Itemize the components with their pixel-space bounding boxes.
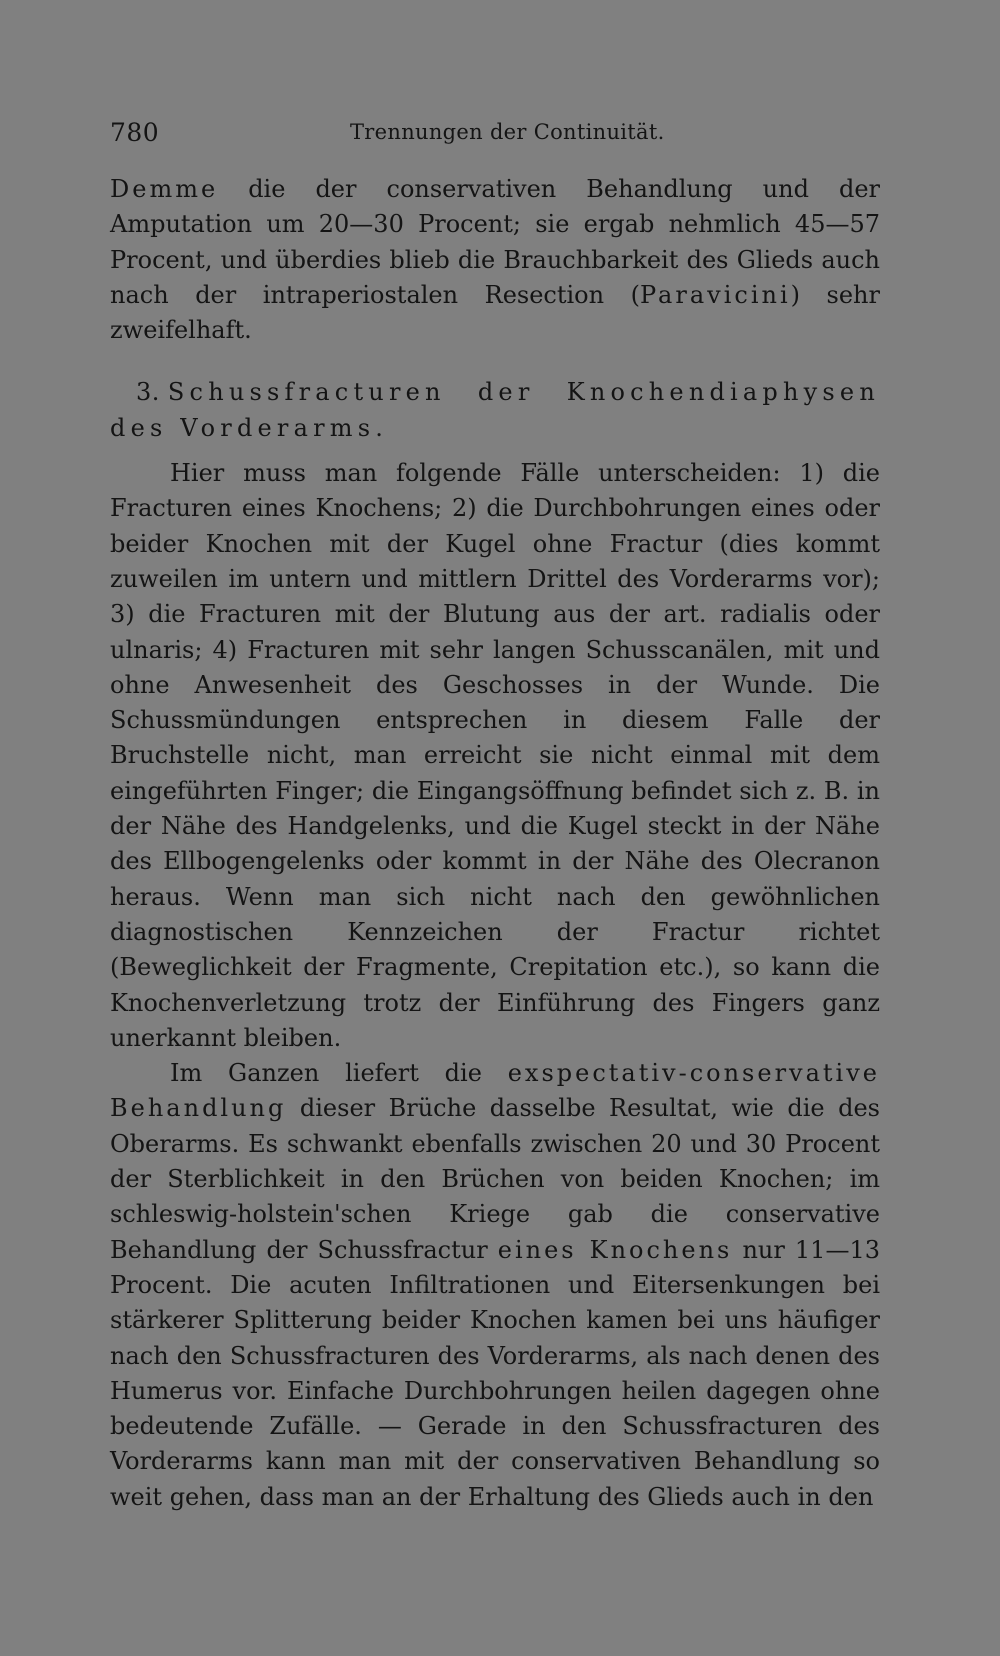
paragraph-continuation — [110, 172, 880, 348]
page-number: 780 — [110, 118, 160, 147]
section-heading — [110, 375, 880, 446]
paragraph — [110, 1056, 880, 1515]
section-title: Schussfracturen der Knochendiaphysen des Vorderarms. — [110, 378, 880, 442]
paragraph-text: die der conservativen Behandlung und der Amputation um 20—30 Procent; sie ergab nehmlich 45—57 Procent, und überdies blieb die Brauchbarkeit des Glieds auch nach der intraperiostalen Resection ( — [110, 175, 880, 309]
paragraph-text: dieser Brüche dasselbe Resultat, wie die des Oberarms. Es schwankt ebenfalls zwischen 20 und 30 Procent der Sterblichkeit in den Brüchen von beiden Knochen; im schleswig-holstein'schen Kriege gab die conservative Behandlung der Schussfractur — [110, 1094, 880, 1264]
paragraph-text: nur 11—13 Procent. Die acuten Infiltrationen und Eitersenkungen bei stärkerer Splitterung beider Knochen kamen bei uns häufiger nach den Schussfracturen des Vorderarms, als nach denen des Humerus vor. Einfache Durchbohrungen heilen dagegen ohne bedeutende Zufälle. — Gerade in den Schussfracturen des Vorderarms kann man mit der conservativen Behandlung so weit gehen, dass man an der Erhaltung des Glieds auch in den — [110, 1235, 880, 1511]
spaced-term: exspectativ-conservative Behandlung — [110, 1059, 880, 1123]
spaced-phrase: eines Knochens — [497, 1235, 733, 1264]
spaced-reference: Paravicini — [639, 280, 791, 309]
body-text — [110, 172, 880, 1515]
page-header — [110, 118, 880, 152]
section-number: 3. — [136, 378, 160, 407]
spaced-name: Demme — [110, 175, 219, 203]
paragraph-text: ) sehr zweifelhaft. — [110, 280, 880, 345]
running-head: Trennungen der Continuität. — [350, 120, 665, 144]
paragraph-text: Im Ganzen liefert die — [170, 1059, 508, 1088]
paragraph: Hier muss man folgende Fälle unterscheiden: 1) die Fracturen eines Knochens; 2) die Durchbohrungen eines oder beider Knochen mit der Kugel ohne Fractur (dies kommt zuweilen im untern und mittlern Drittel des Vorderarms vor); 3) die Fracturen mit der Blutung aus der art. radialis oder ulnaris; 4) Fracturen mit sehr langen Schusscanälen, mit und ohne Anwesenheit des Geschosses in der Wunde. Die Schussmündungen entsprechen in diesem Falle der Bruchstelle nicht, man erreicht sie nicht einmal mit dem eingeführten Finger; die Eingangsöffnung befindet sich z. B. in der Nähe des Handgelenks, und die Kugel steckt in der Nähe des Ellbogengelenks oder kommt in der Nähe des Olecranon heraus. Wenn man sich nicht nach den gewöhnlichen diagnostischen Kennzeichen der Fractur richtet (Beweglichkeit der Fragmente, Crepitation etc.), so kann die Knochenverletzung trotz der Einführung des Fingers ganz unerkannt bleiben. — [110, 459, 880, 1052]
